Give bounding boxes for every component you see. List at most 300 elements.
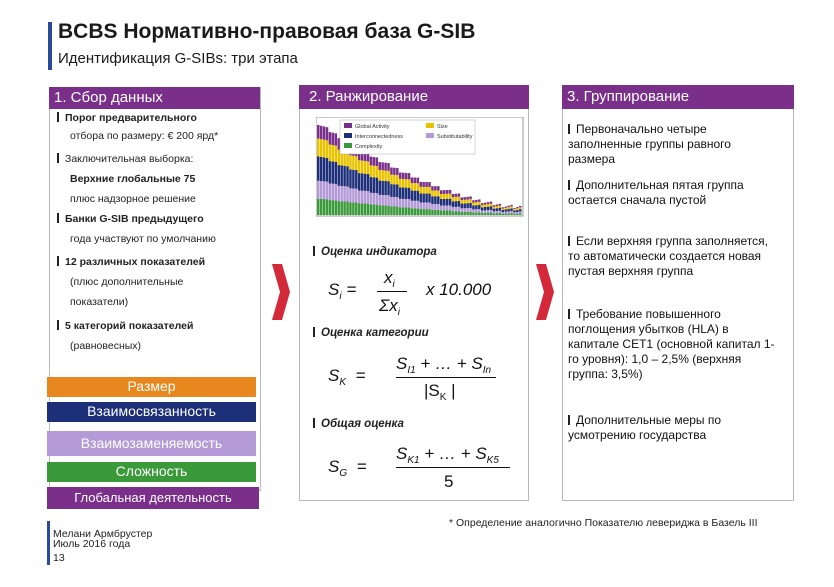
chart-bar-segment — [405, 207, 407, 215]
chart-bar-segment — [490, 202, 492, 204]
chart-bar-segment — [370, 204, 372, 215]
chart-bar-segment — [458, 197, 460, 201]
chart-bar-segment — [405, 188, 407, 199]
chart-bar-segment — [361, 191, 363, 204]
chart-bar-segment — [390, 168, 392, 175]
chart-bar-segment — [370, 193, 372, 205]
chart-bar-segment — [437, 196, 439, 204]
chart-bar-segment — [484, 213, 486, 215]
chart-bar-segment — [469, 212, 471, 215]
grouping-item-1: Первоначально четыре заполненные группы равного размера — [568, 122, 731, 166]
chart-bar-segment — [329, 200, 331, 215]
chart-bar-segment — [449, 210, 451, 215]
chart-bar-segment — [452, 197, 454, 201]
chart-bar-segment — [396, 168, 398, 175]
chart-bar-segment — [332, 162, 334, 184]
chart-bar-segment — [481, 211, 483, 213]
chart-bar-segment — [417, 191, 419, 201]
chart-bar-segment — [469, 199, 471, 203]
legend-swatch-substitutability — [426, 133, 434, 138]
total-formula-lhs: $S_G$ = — [328, 457, 367, 479]
chart-bar-segment — [510, 213, 512, 215]
chart-bar-segment — [478, 209, 480, 212]
chart-bar-segment — [317, 139, 319, 157]
chart-bar-segment — [402, 207, 404, 215]
chart-bar-segment — [417, 201, 419, 208]
chart-bar-segment — [405, 199, 407, 207]
chart-bar-segment — [425, 202, 427, 209]
chart-bar-segment — [384, 163, 386, 171]
chart-bar-segment — [478, 212, 480, 215]
chart-bar-segment — [504, 208, 506, 210]
chart-bar-segment — [396, 207, 398, 215]
total-formula-numerator: $S_{K1}$ + … + $S_{K5}$ — [396, 444, 499, 466]
bullet-3: Банки G-SIB предыдущего — [57, 213, 257, 226]
chart-bar-segment — [434, 191, 436, 197]
chart-bar-segment — [519, 209, 521, 211]
chart-bar-segment — [329, 145, 331, 162]
chart-bar-segment — [446, 206, 448, 211]
chart-bar-segment — [484, 205, 486, 207]
chart-bar-segment — [507, 213, 509, 215]
chart-bar-segment — [466, 203, 468, 208]
chart-bar-segment — [443, 194, 445, 199]
bullet-1: Порог предварительного — [57, 112, 257, 125]
chart-bar-segment — [361, 161, 363, 174]
chart-bar-segment — [516, 207, 518, 208]
chart-bar-segment — [420, 194, 422, 203]
legend-substitutability: Substitutability — [437, 134, 473, 140]
chart-bar-segment — [461, 208, 463, 212]
chart-bar-segment — [352, 202, 354, 215]
chart-bar-segment — [402, 188, 404, 199]
chart-bar-segment — [396, 175, 398, 184]
chart-bar-segment — [390, 206, 392, 215]
chart-bar-segment — [420, 182, 422, 187]
chart-bar-segment — [496, 213, 498, 215]
chart-bar-segment — [343, 201, 345, 215]
chart-bar-segment — [493, 205, 495, 206]
chart-bar-segment — [428, 182, 430, 187]
category-size-bar: Размер — [47, 377, 256, 397]
chart-bar-segment — [472, 209, 474, 212]
chart-bar-segment — [370, 157, 372, 166]
chart-bar-segment — [349, 202, 351, 215]
category-interconnectedness-bar: Взаимосвязанность — [47, 402, 256, 422]
chart-bar-segment — [364, 161, 366, 174]
chart-bar-segment — [502, 207, 504, 208]
category-formula-numerator: $S_{I1}$ + … + $S_{In}$ — [396, 354, 492, 376]
chart-bar-segment — [502, 212, 504, 214]
chart-bar-segment — [323, 199, 325, 215]
chart-bar-segment — [493, 209, 495, 212]
chart-bar-segment — [466, 208, 468, 212]
chart-bar-segment — [373, 166, 375, 178]
chart-bar-segment — [384, 171, 386, 181]
chart-bar-segment — [338, 165, 340, 186]
chart-bar-segment — [513, 212, 515, 213]
chart-bar-segment — [317, 181, 319, 199]
chart-bar-segment — [393, 184, 395, 197]
chart-bar-segment — [478, 205, 480, 209]
chart-bar-segment — [381, 195, 383, 206]
chart-bar-segment — [320, 199, 322, 215]
chart-bar-segment — [507, 211, 509, 213]
indicator-score-heading: Оценка индикатора — [313, 246, 437, 259]
chart-bar-segment — [335, 200, 337, 215]
chart-bar-segment — [516, 214, 518, 215]
chart-bar-segment — [355, 156, 357, 170]
chart-bar-segment — [338, 201, 340, 215]
legend-swatch-size — [426, 123, 434, 128]
legend-swatch-global-activity — [344, 123, 352, 128]
chart-bar-segment — [376, 166, 378, 178]
chart-bar-segment — [519, 212, 521, 214]
chart-bar-segment — [446, 211, 448, 215]
chart-bar-segment — [507, 209, 509, 212]
chart-bar-segment — [472, 203, 474, 206]
chart-bar-segment — [428, 187, 430, 194]
chart-bar-segment — [417, 178, 419, 184]
chart-bar-segment — [346, 187, 348, 202]
chart-bar-segment — [487, 202, 489, 204]
chart-bar-segment — [399, 179, 401, 188]
chart-bar-segment — [420, 202, 422, 209]
chart-bar-segment — [443, 206, 445, 211]
chart-bar-segment — [458, 211, 460, 215]
chart-bar-segment — [490, 210, 492, 213]
chart-bar-segment — [323, 126, 325, 139]
chart-bar-segment — [469, 208, 471, 212]
chart-bar-segment — [379, 170, 381, 181]
chart-bar-segment — [463, 212, 465, 215]
chart-bar-segment — [469, 196, 471, 199]
chart-bar-segment — [390, 197, 392, 207]
chart-bar-segment — [393, 207, 395, 216]
chart-bar-segment — [478, 199, 480, 201]
chart-bar-segment — [455, 197, 457, 201]
chart-bar-segment — [443, 211, 445, 215]
chart-bar-segment — [425, 187, 427, 194]
chart-bar-segment — [320, 157, 322, 181]
chart-bar-segment — [510, 211, 512, 213]
ranking-stacked-bar-chart — [316, 117, 524, 217]
chart-bar-segment — [370, 177, 372, 193]
chart-bar-segment — [417, 208, 419, 215]
chart-bar-segment — [484, 203, 486, 205]
chart-bar-segment — [502, 208, 504, 210]
chart-bar-segment — [332, 200, 334, 215]
chart-bar-segment — [396, 197, 398, 206]
chart-bar-segment — [449, 194, 451, 199]
chart-bar-segment — [367, 204, 369, 215]
chart-bar-segment — [446, 194, 448, 199]
chart-bar-segment — [481, 205, 483, 207]
chart-bar-segment — [507, 207, 509, 209]
chart-bar-segment — [320, 139, 322, 157]
chart-bar-segment — [487, 213, 489, 215]
category-formula-denominator: $|S_K$ | — [424, 381, 456, 403]
indicator-formula-lhs: $S_i$ = — [328, 280, 357, 302]
chart-bar-segment — [402, 179, 404, 187]
chart-bar-segment — [513, 208, 515, 209]
fraction-line — [396, 377, 496, 378]
fraction-line — [377, 291, 407, 292]
chart-bar-segment — [373, 193, 375, 205]
chart-bar-segment — [414, 201, 416, 208]
chart-bar-segment — [466, 212, 468, 215]
chart-bar-segment — [516, 210, 518, 212]
chart-bar-segment — [390, 184, 392, 197]
chart-bar-segment — [338, 186, 340, 201]
chart-bar-segment — [364, 191, 366, 204]
chart-bar-segment — [481, 203, 483, 205]
chart-bar-segment — [355, 170, 357, 189]
chart-bar-segment — [437, 204, 439, 210]
chart-bar-segment — [434, 196, 436, 204]
arrow-right-icon — [272, 264, 290, 320]
chart-bar-segment — [490, 213, 492, 215]
chart-bar-segment — [513, 214, 515, 215]
chart-bar-segment — [434, 186, 436, 190]
chart-bar-segment — [411, 201, 413, 209]
chart-bar-segment — [379, 205, 381, 215]
chart-bar-segment — [338, 138, 340, 150]
chart-bar-segment — [343, 166, 345, 186]
chart-bar-segment — [437, 190, 439, 196]
indicator-formula-denominator: $\Sigma x_i$ — [379, 296, 400, 318]
legend-complexity: Complexity — [355, 144, 383, 150]
category-score-heading: Оценка категории — [313, 327, 429, 340]
chart-bar-segment — [461, 212, 463, 215]
data-collection-bullets: Порог предварительного отбора по размеру: € 200 ярд* Заключительная выборка: Верхние глобальные 75 плюс надзорное решение Банки G-SIB предыдущего года участвуют по умолчанию 12 различных показателей (плюс дополнительные показатели) 5 категорий показателей (равновесных) — [57, 112, 257, 353]
chart-bar-segment — [384, 181, 386, 195]
grouping-item-3: Если верхняя группа заполняется, то автоматически создается новая пустая верхняя группа — [568, 234, 768, 278]
chart-bar-segment — [408, 207, 410, 215]
chart-bar-segment — [475, 212, 477, 215]
chart-bar-segment — [381, 170, 383, 181]
chart-bar-segment — [472, 212, 474, 215]
chart-bar-segment — [446, 199, 448, 206]
chart-bar-segment — [332, 145, 334, 161]
chart-bar-segment — [431, 186, 433, 190]
chart-bar-segment — [376, 157, 378, 166]
chart-bar-segment — [411, 208, 413, 215]
indicator-formula-numerator: $x_i$ — [384, 268, 395, 290]
footnote: * Определение аналогично Показателю левериджа в Базель III — [449, 517, 758, 529]
chart-bar-segment — [496, 206, 498, 208]
chart-bar-segment — [519, 206, 521, 207]
chart-bar-segment — [346, 202, 348, 216]
chart-bar-segment — [402, 199, 404, 207]
chart-bar-segment — [317, 157, 319, 181]
chart-bar-segment — [484, 210, 486, 212]
chart-bar-segment — [443, 199, 445, 206]
chart-bar-segment — [516, 212, 518, 214]
chart-bar-segment — [452, 201, 454, 207]
chart-bar-segment — [349, 169, 351, 188]
chart-bar-segment — [507, 206, 509, 207]
chart-bar-segment — [493, 213, 495, 215]
chart-bar-segment — [405, 173, 407, 179]
chart-bar-segment — [425, 209, 427, 215]
chart-bar-segment — [449, 190, 451, 194]
chart-bar-segment — [396, 184, 398, 197]
chart-bar-segment — [323, 157, 325, 181]
chart-bar-segment — [463, 208, 465, 212]
title-accent-bar — [48, 22, 52, 70]
chart-bar-segment — [352, 189, 354, 203]
chart-bar-segment — [493, 207, 495, 209]
chart-bar-segment — [373, 205, 375, 215]
chart-bar-segment — [408, 179, 410, 187]
chart-bar-segment — [332, 133, 334, 145]
chart-bar-segment — [440, 190, 442, 194]
chart-bar-segment — [466, 197, 468, 200]
ranking-header: 2. Ранжирование — [299, 85, 529, 109]
chart-bar-segment — [499, 204, 501, 206]
chart-bar-segment — [452, 207, 454, 211]
chart-bar-segment — [358, 160, 360, 173]
chart-bar-segment — [326, 127, 328, 140]
chart-bar-segment — [335, 162, 337, 184]
chart-bar-segment — [358, 203, 360, 215]
chart-bar-segment — [422, 202, 424, 209]
legend-global-activity: Global Activity — [355, 124, 390, 130]
chart-bar-segment — [387, 171, 389, 181]
chart-bar-segment — [478, 202, 480, 205]
chart-bar-segment — [475, 209, 477, 212]
chart-bar-segment — [358, 191, 360, 204]
total-formula-denominator: 5 — [444, 472, 454, 491]
chart-bar-segment — [329, 183, 331, 200]
chart-bar-segment — [425, 182, 427, 187]
chart-bar-segment — [428, 202, 430, 209]
chart-bar-segment — [399, 207, 401, 215]
chart-bar-segment — [352, 170, 354, 189]
grouping-item-4: Требование повышенного поглощения убытков (HLA) в капитале CET1 (основной капитал 1-го уровня): 1,0 – 2,5% (верхняя группа: 3,5%) — [568, 307, 775, 381]
chart-bar-segment — [355, 189, 357, 203]
chart-bar-segment — [361, 203, 363, 215]
chart-bar-segment — [387, 181, 389, 195]
chart-bar-segment — [346, 166, 348, 186]
chart-bar-segment — [384, 195, 386, 205]
chart-bar-segment — [461, 200, 463, 204]
chart-bar-segment — [335, 133, 337, 145]
chart-bar-segment — [317, 125, 319, 139]
chart-bar-segment — [329, 161, 331, 183]
chart-bar-segment — [399, 199, 401, 208]
legend-size: Size — [437, 124, 448, 130]
chart-bar-segment — [499, 206, 501, 208]
chart-bar-segment — [472, 205, 474, 209]
chart-bar-segment — [428, 209, 430, 215]
chart-bar-segment — [370, 165, 372, 177]
chart-bar-segment — [379, 195, 381, 206]
chart-bar-segment — [393, 175, 395, 184]
fraction-line — [396, 467, 510, 468]
chart-bar-segment — [484, 207, 486, 210]
chart-bar-segment — [510, 208, 512, 211]
chart-bar-segment — [399, 187, 401, 198]
legend-swatch-interconnectedness — [344, 133, 352, 138]
chart-bar-segment — [387, 195, 389, 205]
chart-bar-segment — [376, 193, 378, 205]
chart-bar-segment — [381, 162, 383, 170]
chart-bar-segment — [455, 211, 457, 215]
grouping-item-5: Дополнительные меры по усмотрению государства — [568, 413, 722, 442]
bullet-5: 5 категорий показателей — [57, 320, 257, 333]
chart-bar-segment — [475, 205, 477, 209]
page-number: 13 — [53, 552, 65, 564]
chart-bar-segment — [393, 197, 395, 206]
chart-bar-segment — [399, 172, 401, 178]
chart-bar-segment — [437, 186, 439, 190]
chart-bar-segment — [390, 175, 392, 185]
chart-bar-segment — [490, 204, 492, 207]
chart-bar-segment — [420, 209, 422, 215]
chart-bar-segment — [323, 140, 325, 158]
chart-bar-segment — [326, 199, 328, 215]
category-formula-lhs: $S_K$ = — [328, 366, 366, 388]
chart-bar-segment — [499, 213, 501, 215]
chart-bar-segment — [499, 211, 501, 213]
footer-date: Июль 2016 года — [53, 538, 131, 550]
bullet-4: 12 различных показателей — [57, 256, 257, 269]
chart-bar-segment — [502, 210, 504, 212]
chart-bar-segment — [420, 187, 422, 194]
chart-bar-segment — [475, 202, 477, 205]
chart-bar-segment — [422, 209, 424, 215]
grouping-header: 3. Группирование — [562, 85, 794, 109]
total-score-heading: Общая оценка — [313, 418, 404, 431]
chart-bar-segment — [440, 206, 442, 211]
chart-bar-segment — [320, 181, 322, 199]
chart-bar-segment — [455, 201, 457, 207]
chart-bar-segment — [469, 203, 471, 208]
chart-bar-segment — [472, 200, 474, 202]
chart-bar-segment — [326, 140, 328, 158]
chart-bar-segment — [487, 210, 489, 213]
chart-bar-segment — [320, 126, 322, 139]
chart-bar-segment — [510, 206, 512, 208]
chart-bar-segment — [428, 194, 430, 203]
chart-bar-segment — [349, 188, 351, 202]
chart-bar-segment — [449, 199, 451, 206]
chart-bar-segment — [405, 179, 407, 187]
chart-bar-segment — [502, 214, 504, 215]
chart-bar-segment — [496, 208, 498, 211]
chart-bar-segment — [411, 183, 413, 191]
chart-bar-segment — [496, 205, 498, 207]
chart-bar-segment — [332, 184, 334, 200]
chart-bar-segment — [361, 173, 363, 190]
chart-bar-segment — [487, 207, 489, 210]
chart-bar-segment — [463, 200, 465, 204]
chart-bar-segment — [458, 207, 460, 211]
chart-bar-segment — [355, 203, 357, 215]
chart-bar-segment — [335, 184, 337, 200]
chart-bar-segment — [461, 197, 463, 200]
chart-bar-segment — [317, 199, 319, 215]
chart-bar-segment — [504, 207, 506, 208]
chart-bar-segment — [411, 191, 413, 201]
chart-bar-segment — [513, 211, 515, 213]
chart-bar-segment — [496, 211, 498, 213]
category-complexity-bar: Сложность — [47, 462, 256, 482]
chart-bar-segment — [393, 168, 395, 175]
footer-author: Мелани Армбрустер — [53, 528, 153, 540]
